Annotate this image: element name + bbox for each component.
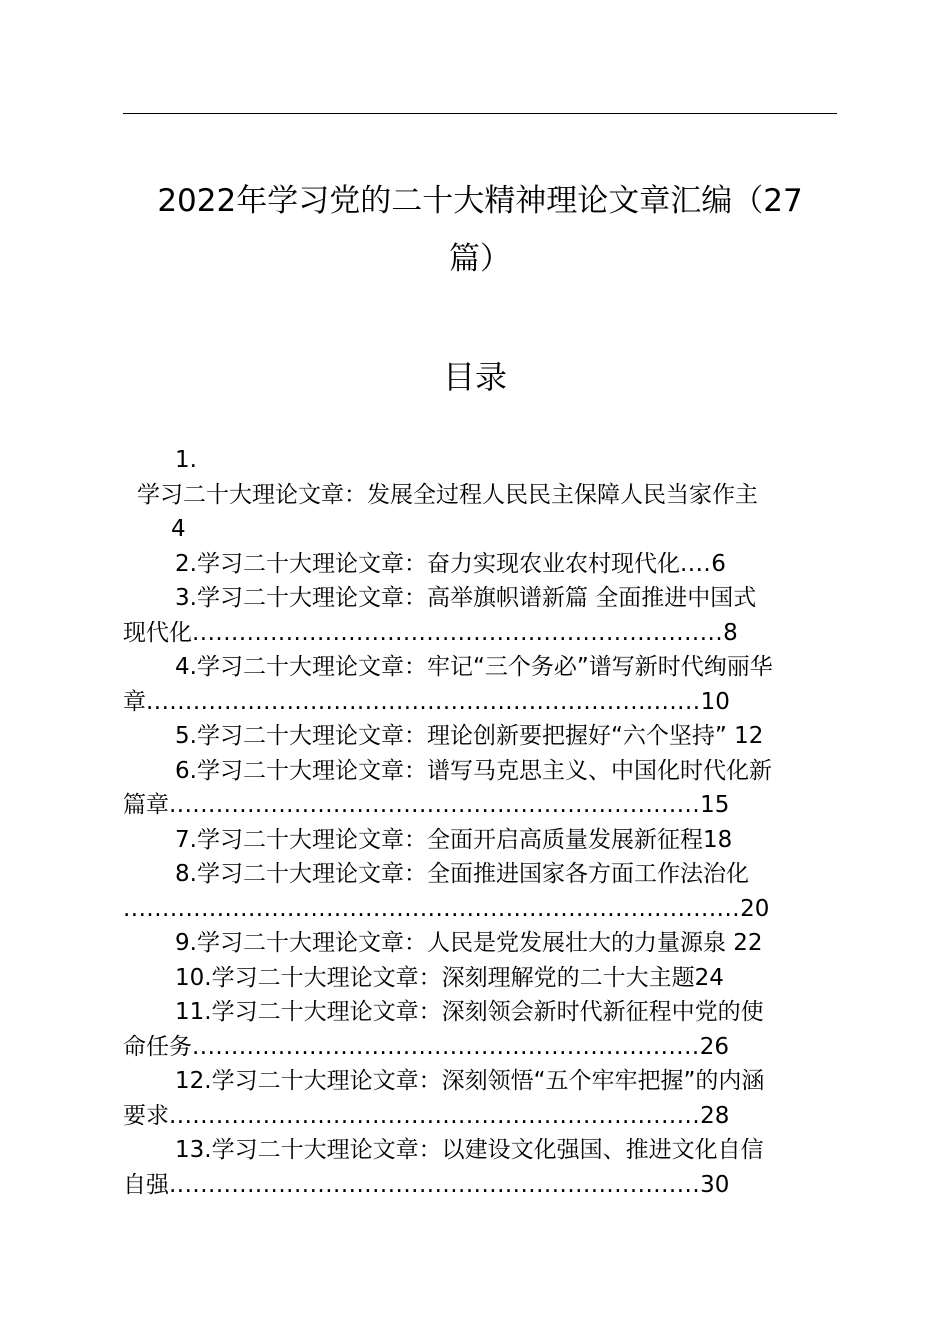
toc-entry[interactable] [123,857,837,926]
toc-entry-text-part1: 学习二十大理论文章：谱写马克思主义、中国化时代化新 [196,757,772,784]
toc-leader: .... [679,550,712,577]
toc-entry[interactable] [123,995,837,1064]
toc-entry-text: 学习二十大理论文章：理论创新要把握好“六个坚持” [196,723,727,749]
toc-entry-page: 8 [723,619,738,646]
toc-leader: ................................................................. [192,1033,700,1060]
toc-entry-number: 12. [175,1068,212,1094]
toc-entry[interactable] [123,823,837,858]
toc-heading: 目录 [442,358,507,396]
toc-entry-text: 学习二十大理论文章：全面推进国家各方面工作法治化 [196,861,749,887]
toc-entry-number: 4. [175,654,197,680]
toc-leader: .................................................................... [169,792,701,818]
toc-leader: .................................................................... [169,1171,701,1198]
toc-entry-number: 9. [175,930,197,956]
toc-leader: .................................................................... [192,619,724,646]
toc-entry-text-part2: 现代化 [123,619,192,646]
toc-entry[interactable] [123,650,837,719]
toc-entry-page: 10 [700,688,730,715]
toc-entry[interactable] [123,581,837,650]
toc-entry-text-part2: 章 [123,688,146,715]
toc-entry-number: 6. [175,757,197,784]
toc-entry-number: 8. [175,861,197,887]
toc-entry-text: 学习二十大理论文章：奋力实现农业农村现代化 [196,550,680,577]
toc-entry-page: 28 [700,1102,730,1129]
toc-entry-text: 学习二十大理论文章：全面开启高质量发展新征程 [196,826,703,853]
header-rule [123,113,837,114]
toc-leader: .................................................................... [169,1102,701,1129]
toc-entry[interactable] [123,754,837,823]
toc-entry-page: 15 [700,792,730,818]
toc-entry[interactable] [123,719,837,754]
toc-entry-number: 2. [175,550,197,577]
toc-entry-text-part1: 学习二十大理论文章：牢记“三个务必”谱写新时代绚丽华 [196,654,773,680]
document-title [110,172,850,288]
toc-entry-number: 7. [175,826,197,853]
toc-entry[interactable] [123,926,837,961]
title-line-2: 篇） [449,241,511,277]
toc-entry-text-part1: 学习二十大理论文章：高举旗帜谱新篇 全面推进中国式 [196,585,757,611]
toc-entry-page: 6 [711,550,726,577]
toc-entry-page: 20 [740,895,770,922]
toc-entry-page: 18 [702,826,733,853]
toc-entry-number: 13. [175,1137,212,1163]
toc-entry-page: 22 [733,930,763,956]
toc-entry-text: 学习二十大理论文章：发展全过程人民民主保障人民当家作主 [137,481,758,508]
toc-entry-number: 5. [175,723,197,749]
toc-entry-number: 1. [175,447,197,473]
toc-entry-number: 3. [175,585,197,611]
toc-entry[interactable] [123,547,837,582]
table-of-contents [123,443,837,1202]
toc-entry[interactable] [123,1133,837,1202]
toc-entry-page: 4 [171,516,186,542]
toc-leader: ............................................................................... [123,895,741,922]
toc-entry-text-part2: 自强 [123,1171,169,1198]
toc-entry-text-part2: 篇章 [123,792,169,818]
toc-entry-text-part1: 学习二十大理论文章：深刻领会新时代新征程中党的使 [211,999,764,1025]
toc-entry-page: 26 [699,1033,729,1060]
toc-entry[interactable] [123,961,837,996]
toc-entry-text: 学习二十大理论文章：深刻理解党的二十大主题 [211,964,695,991]
toc-entry-text-part1: 学习二十大理论文章：深刻领悟“五个牢牢把握”的内涵 [211,1068,765,1094]
toc-entry-page: 12 [734,723,764,749]
toc-entry-text-part2: 要求 [123,1102,169,1129]
title-line-1: 2022年学习党的二十大精神理论文章汇编（27 [157,183,803,219]
toc-entry[interactable] [123,1064,837,1133]
toc-entry[interactable] [123,443,837,547]
toc-entry-number: 10. [175,964,212,991]
toc-entry-text: 学习二十大理论文章：人民是党发展壮大的力量源泉 [196,930,726,956]
toc-entry-text-part1: 学习二十大理论文章：以建设文化强国、推进文化自信 [211,1137,764,1163]
toc-entry-number: 11. [175,999,212,1025]
toc-entry-text-part2: 命任务 [123,1033,192,1060]
toc-entry-page: 24 [694,964,724,991]
toc-leader: ....................................................................... [146,688,701,715]
toc-entry-page: 30 [700,1171,730,1198]
